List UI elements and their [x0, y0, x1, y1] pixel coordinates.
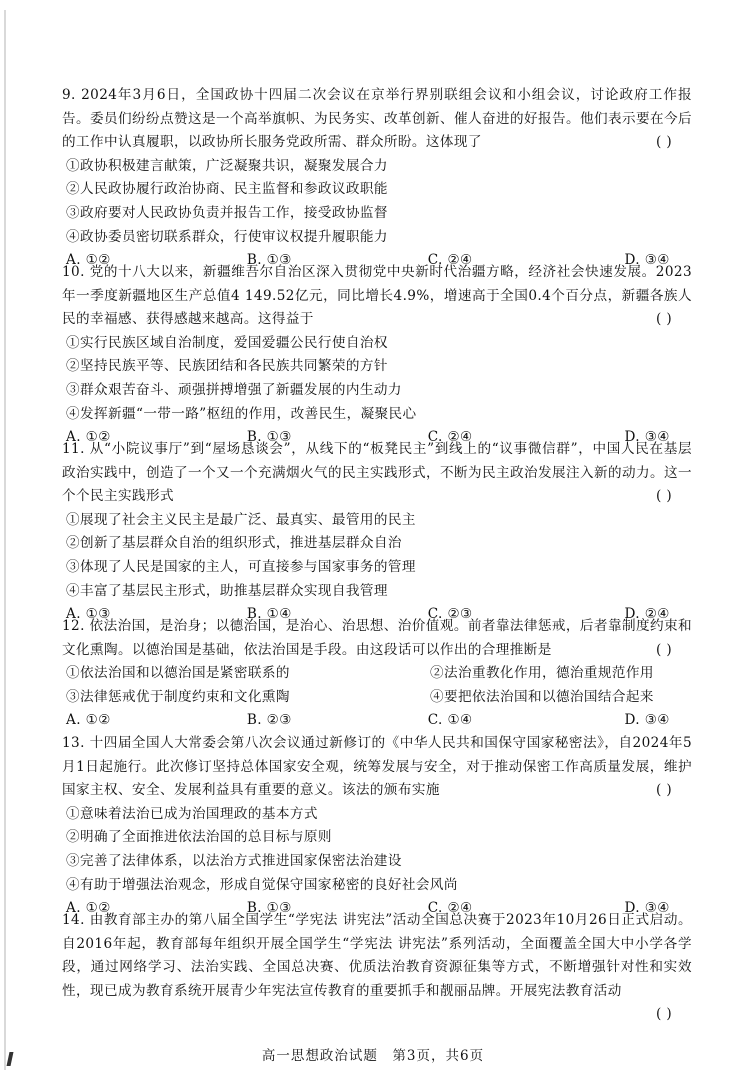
- option-4: ④政协委员密切联系群众，行使审议权提升履职能力: [66, 228, 388, 245]
- option-1: ①依法治国和以德治国是紧密联系的: [66, 665, 290, 682]
- choice-b: B. ①③: [246, 429, 292, 446]
- option-3: ③群众艰苦奋斗、顽强拼搏增强了新疆发展的内生动力: [66, 381, 402, 398]
- question-stem: 13. 十四届全国人大常委会第八次会议通过新修订的《中华人民共和国保守国家秘密法》，自2024年5月1日起施行。此次修订坚持总体国家安全观，统筹发展与安全，对于推动保密工作高质量发展，维护国家主权、安全、发展利益具有重要的意义。该法的颁布实施 ( ): [62, 732, 692, 803]
- option-4: ④丰富了基层民主形式，助推基层群众实现自我管理: [66, 582, 388, 599]
- option-2: ②法治重教化作用，德治重规范作用: [430, 665, 654, 682]
- option-pair-row: [62, 662, 692, 686]
- choice-d: D. ③④: [624, 429, 670, 446]
- option-3: ③体现了人民是国家的主人，可直接参与国家事务的管理: [66, 558, 416, 575]
- page-footer: 高一思想政治试题 第3页，共6页: [261, 1048, 485, 1064]
- answer-paren: ( ): [656, 488, 673, 505]
- choice-c: C. ②④: [427, 252, 473, 269]
- choice-c: C. ②④: [427, 900, 473, 917]
- option-3: ③政府要对人民政协负责并报告工作，接受政协监督: [66, 204, 388, 221]
- question-stem: 11. 从“小院议事厅”到“屋场恳谈会”，从线下的“板凳民主”到线上的“议事微信群”，中国人民在基层政治实践中，创造了一个又一个充满烟火气的民主实践形式，不断为民主政治发展注入新的动力。这一个个民主实践形式 ( ): [62, 438, 692, 509]
- question-stem: 9. 2024年3月6日，全国政协十四届二次会议在京举行界别联组会议和小组会议，讨论政府工作报告。委员们纷纷点赞这是一个高举旗帜、为民务实、改革创新、催人奋进的好报告。他们表示要在今后的工作中认真履职，以政协所长服务党政所需、群众所盼。这体现了 ( ): [62, 84, 692, 155]
- question-10: [62, 261, 692, 450]
- question-13: [62, 732, 692, 921]
- option-pair-row: [62, 686, 692, 710]
- choice-c: C. ①④: [427, 712, 473, 729]
- option-1: ①实行民族区域自治制度，爱国爱疆公民行使自治权: [66, 334, 388, 351]
- answer-paren: ( ): [656, 641, 673, 658]
- choice-d: D. ③④: [624, 900, 670, 917]
- answer-paren: ( ): [656, 311, 673, 328]
- choice-c: C. ②③: [427, 606, 473, 623]
- choice-a: A. ①②: [66, 900, 111, 917]
- choice-a: A. ①③: [66, 606, 111, 623]
- answer-paren-line: [62, 1003, 692, 1027]
- choice-a: A. ①②: [66, 429, 111, 446]
- choice-a: A. ①②: [66, 712, 111, 729]
- question-12: [62, 615, 692, 733]
- choice-row: [62, 709, 692, 733]
- option-1: ①政协积极建言献策，广泛凝聚共识，凝聚发展合力: [66, 157, 388, 174]
- option-3: ③法律惩戒优于制度约束和文化熏陶: [66, 688, 290, 705]
- choice-b: B. ①③: [246, 252, 292, 269]
- question-14: [62, 909, 692, 1027]
- choice-d: D. ③④: [624, 712, 670, 729]
- question-stem: 10. 党的十八大以来，新疆维吾尔自治区深入贯彻党中央新时代治疆方略，经济社会快速发展。2023年一季度新疆地区生产总值4 149.52亿元，同比增长4.9%，增速高于全国0.4个百分点，新疆各族人民的幸福感、获得感越来越高。这得益于 ( ): [62, 261, 692, 332]
- choice-b: B. ①③: [246, 900, 292, 917]
- question-stem: 14. 由教育部主办的第八届全国学生“学宪法 讲宪法”活动全国总决赛于2023年10月26日正式启动。自2016年起，教育部每年组织开展全国学生“学宪法 讲宪法”系列活动，全面覆盖全国大中小学各学段，通过网络学习、法治实践、全国总决赛、优质法治教育资源征集等方式，不断增强针对性和实效性，现已成为教育系统开展青少年宪法宣传教育的重要抓手和靓丽品牌。开展宪法教育活动: [62, 912, 692, 999]
- option-3: ③完善了法律体系，以法治方式推进国家保密法治建设: [66, 852, 402, 869]
- option-4: ④发挥新疆“一带一路”枢纽的作用，改善民生，凝聚民心: [66, 405, 417, 422]
- choice-a: A. ①②: [66, 252, 111, 269]
- question-stem: 12. 依法治国，是治身；以德治国，是治心、治思想、治价值观。前者靠法律惩戒，后者靠制度约束和文化熏陶。以德治国是基础，依法治国是手段。由这段话可以作出的合理推断是 ( ): [62, 615, 692, 662]
- scan-edge-shadow: [4, 10, 6, 1070]
- choice-d: D. ②④: [624, 606, 670, 623]
- answer-paren: ( ): [656, 134, 673, 151]
- question-11: [62, 438, 692, 627]
- option-2: ②人民政协履行政治协商、民主监督和参政议政职能: [66, 181, 388, 198]
- answer-paren: ( ): [656, 782, 673, 799]
- choice-b: B. ①④: [246, 606, 292, 623]
- option-1: ①展现了社会主义民主是最广泛、最真实、最管用的民主: [66, 511, 416, 528]
- option-2: ②坚持民族平等、民族团结和各民族共同繁荣的方针: [66, 358, 388, 375]
- answer-paren: ( ): [656, 1006, 673, 1023]
- option-1: ①意味着法治已成为治国理政的基本方式: [66, 805, 318, 822]
- choice-b: B. ②③: [246, 712, 292, 729]
- choice-d: D. ③④: [624, 252, 670, 269]
- option-2: ②明确了全面推进依法治国的总目标与原则: [66, 829, 332, 846]
- question-9: [62, 84, 692, 273]
- option-2: ②创新了基层群众自治的组织形式，推进基层群众自治: [66, 535, 402, 552]
- option-4: ④有助于增强法治观念，形成自觉保守国家秘密的良好社会风尚: [66, 876, 458, 893]
- choice-c: C. ②④: [427, 429, 473, 446]
- option-4: ④要把依法治国和以德治国结合起来: [430, 688, 654, 705]
